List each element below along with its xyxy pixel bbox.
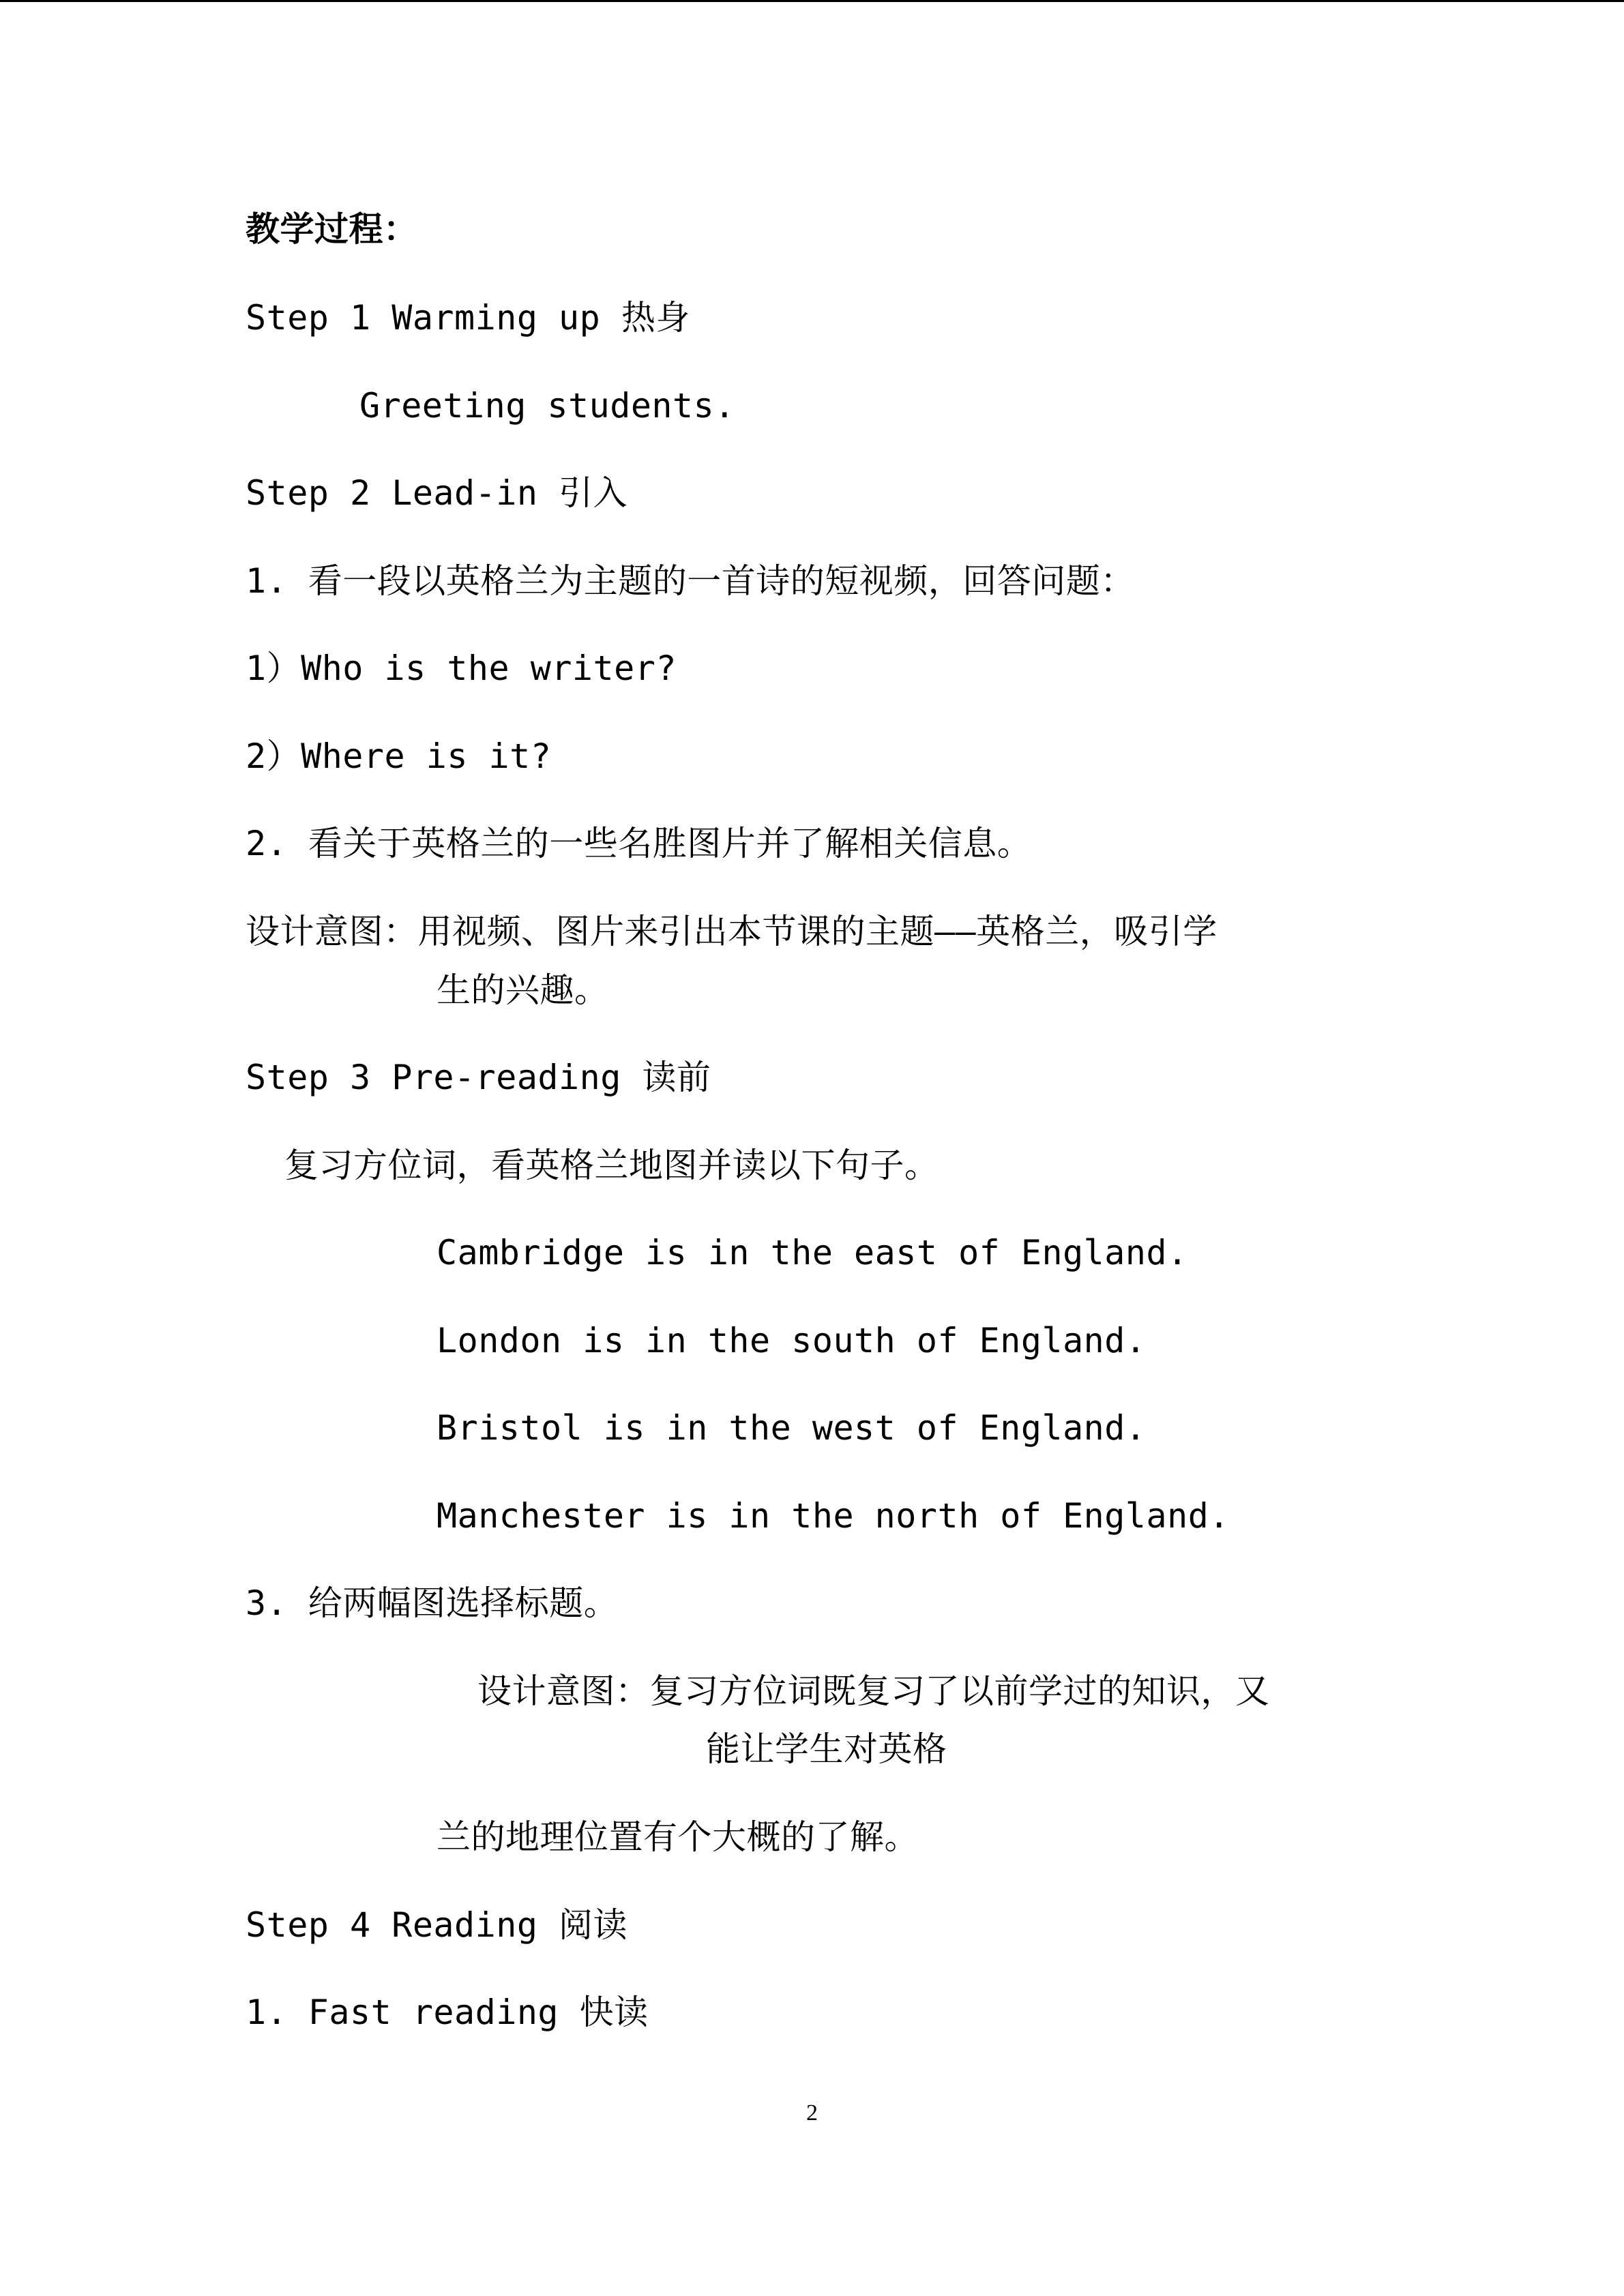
step3-design-intent-line2: 能让学生对英格	[706, 1729, 947, 1769]
step3-design-intent-line1: 设计意图：复习方位词既复习了以前学过的知识，又	[477, 1671, 1270, 1711]
step3-intro: 复习方位词，看英格兰地图并读以下句子。	[284, 1146, 939, 1185]
step2-question1: 1）Who is the writer?	[246, 648, 677, 688]
top-border-rule	[0, 0, 1624, 2]
step2-design-intent-line2: 生的兴趣。	[437, 970, 609, 1010]
step3-design-intent-line3: 兰的地理位置有个大概的了解。	[437, 1817, 919, 1857]
step4-title: Step 4 Reading 阅读	[246, 1905, 628, 1945]
step2-item2: 2. 看关于英格兰的一些名胜图片并了解相关信息。	[246, 824, 1032, 863]
step2-design-intent-line1: 设计意图：用视频、图片来引出本节课的主题——英格兰，吸引学	[246, 912, 1217, 951]
step3-sentence: Bristol is in the west of England.	[437, 1408, 1147, 1448]
section-heading: 教学过程：	[246, 209, 418, 249]
step3-item3: 3. 给两幅图选择标题。	[246, 1583, 619, 1623]
step3-title: Step 3 Pre-reading 读前	[246, 1058, 711, 1097]
step4-item1: 1. Fast reading 快读	[246, 1993, 649, 2032]
step2-title: Step 2 Lead-in 引入	[246, 473, 628, 513]
step3-sentence: London is in the south of England.	[437, 1321, 1147, 1360]
step3-sentence: Manchester is in the north of England.	[437, 1496, 1230, 1536]
step2-item1: 1. 看一段以英格兰为主题的一首诗的短视频，回答问题：	[246, 561, 1135, 601]
step3-sentence: Cambridge is in the east of England.	[437, 1233, 1188, 1272]
page-number: 2	[806, 2100, 818, 2126]
step1-body: Greeting students.	[359, 386, 735, 426]
step1-title: Step 1 Warming up 热身	[246, 298, 690, 338]
step2-question2: 2）Where is it?	[246, 736, 552, 776]
